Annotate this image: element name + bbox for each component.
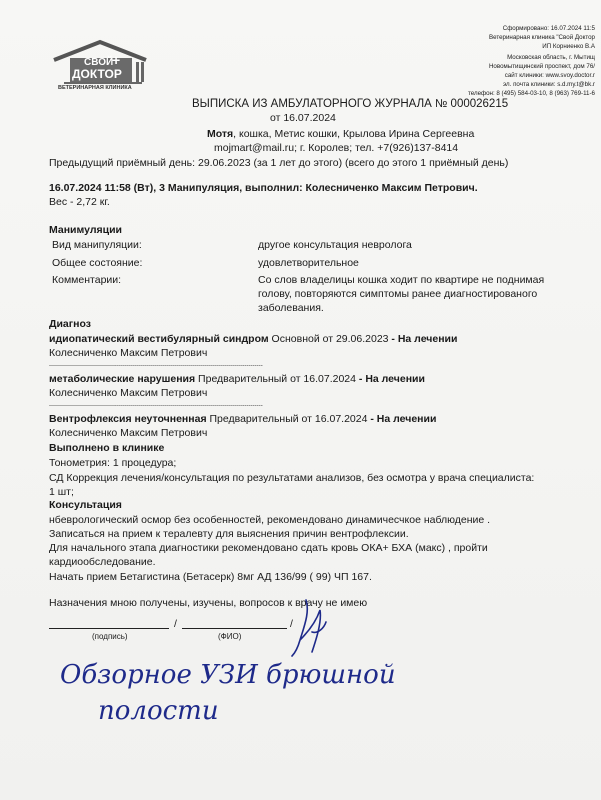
manip-comment-line1: Со слов владелицы кошка ходит по квартире не поднимая [258, 274, 545, 286]
consultation-heading: Консультация [49, 499, 122, 511]
patient-name: Мотя [207, 128, 234, 140]
diagnosis-item [49, 413, 436, 426]
consultation-line3: Для начального этапа диагностики рекомендовано сдать кровь ОКА+ БХА (макс) , пройти [49, 542, 488, 554]
header-ip: ИП Корниенко В.А [542, 43, 595, 50]
name-caption: (ФИО) [218, 632, 242, 641]
patient-line [207, 128, 474, 141]
document-title: ВЫПИСКА ИЗ АМБУЛАТОРНОГО ЖУРНАЛА № 000026215 [192, 98, 509, 110]
diagnosis-separator: ----------------------------------------------------------------------------------------------------------- [49, 403, 263, 409]
consultation-line4: кардиообследование. [49, 556, 156, 568]
diagnosis-heading: Диагноз [49, 318, 91, 330]
done-heading: Выполнено в клинике [49, 442, 165, 454]
diagnosis-status: - На лечении [355, 373, 425, 385]
logo-plus: + [112, 52, 121, 68]
diagnosis-doctor: Колесниченко Максим Петрович [49, 347, 208, 359]
patient-details: , кошка, Метис кошки, Крылова Ирина Сергеевна [233, 128, 475, 140]
header-clinic: Ветеринарная клиника "Свой Доктор [488, 34, 595, 41]
handwritten-note-line2: полости [98, 696, 219, 726]
diagnosis-status: - На лечении [388, 333, 458, 345]
header-site: сайт клиники: www.svoy.doctor.r [504, 72, 595, 79]
signature-line [49, 628, 169, 629]
acknowledgement: Назначения мною получены, изучены, вопросов к врачу не имею [49, 597, 368, 609]
diagnosis-type: Предварительный от 16.07.2024 [206, 413, 368, 425]
manipulations-heading: Манимуляции [49, 224, 123, 236]
logo-line1: СВОЙ [84, 57, 114, 68]
name-line [182, 628, 287, 629]
consultation-line5: Начать прием Бетагистина (Бетасерк) 8мг АД 136/99 ( 99) ЧП 167. [49, 571, 372, 583]
diagnosis-status: - На лечении [367, 413, 437, 425]
diagnosis-name: Вентрофлексия неуточненная [49, 413, 207, 425]
diagnosis-type: Предварительный от 16.07.2024 [195, 373, 356, 385]
diagnosis-separator: ----------------------------------------------------------------------------------------------------------- [49, 363, 263, 369]
header-email: эл. почта клиники: s.d.my.t@bk.r [503, 81, 595, 88]
done-line3: 1 шт; [49, 486, 74, 498]
diagnosis-item [49, 333, 457, 346]
manip-comment-line2: голову, повторяются симптомы ранее диагностированого [258, 288, 538, 300]
diagnosis-name: метаболические нарушения [49, 373, 196, 385]
header-region: Московская область, г. Мытищ [507, 54, 595, 61]
diagnosis-name: идиопатический вестибулярный синдром [49, 333, 269, 345]
diagnosis-type: Основной от 29.06.2023 [268, 333, 389, 345]
logo-subtitle: ВЕТЕРИНАРНАЯ КЛИНИКА [58, 85, 132, 91]
consultation-line1: нбеврологический осмор без особенностей, рекомендовано динамичесчкое наблюдение . [49, 514, 491, 526]
manip-label-comments: Комментарии: [52, 274, 122, 286]
clinic-logo [50, 38, 154, 94]
visit-weight: Вес - 2,72 кг. [49, 196, 110, 208]
manip-comment-line3: заболевания. [258, 302, 324, 314]
consultation-line2: Записаться на прием к тералевту для выяснения причин вентрофлексии. [49, 528, 409, 540]
signature-slash: / [174, 618, 177, 630]
manip-value-state: удовлетворительное [258, 257, 359, 269]
manip-value-type: другое консультация невролога [258, 239, 412, 251]
document-date: от 16.07.2024 [270, 112, 336, 124]
header-phones: телефон: 8 (495) 584-03-10, 8 (963) 769-11-6 [467, 90, 595, 97]
diagnosis-doctor: Колесниченко Максим Петрович [49, 387, 208, 399]
patient-contact: mojmart@mail.ru; г. Королев; тел. +7(926)137-8414 [214, 142, 459, 154]
manip-label-state: Общее состояние: [52, 257, 143, 269]
header-formed: Сформировано: 16.07.2024 11:5 [502, 25, 595, 32]
signature-slash-end: / [290, 618, 293, 630]
logo-line2: ДОКТОР [72, 67, 122, 81]
handwritten-note-line1: Обзорное УЗИ брюшной [60, 660, 396, 690]
done-line2: СД Коррекция лечения/консультация по результатами анализов, без осмотра у врача специалиста: [49, 472, 535, 484]
signature-caption: (подпись) [92, 632, 128, 641]
manip-label-type: Вид манипуляции: [52, 239, 142, 251]
diagnosis-item [49, 373, 425, 386]
previous-visit: Предыдущий приёмный день: 29.06.2023 (за 1 лет до этого) (всего до этого 1 приёмный день) [49, 157, 509, 169]
diagnosis-doctor: Колесниченко Максим Петрович [49, 427, 208, 439]
header-address: Новомытищинский проспект, дом 76/ [488, 63, 595, 70]
handwritten-signature [286, 592, 336, 662]
visit-heading: 16.07.2024 11:58 (Вт), 3 Манипуляция, выполнил: Колесниченко Максим Петрович. [49, 182, 478, 194]
done-line1: Тонометрия: 1 процедура; [49, 457, 177, 469]
